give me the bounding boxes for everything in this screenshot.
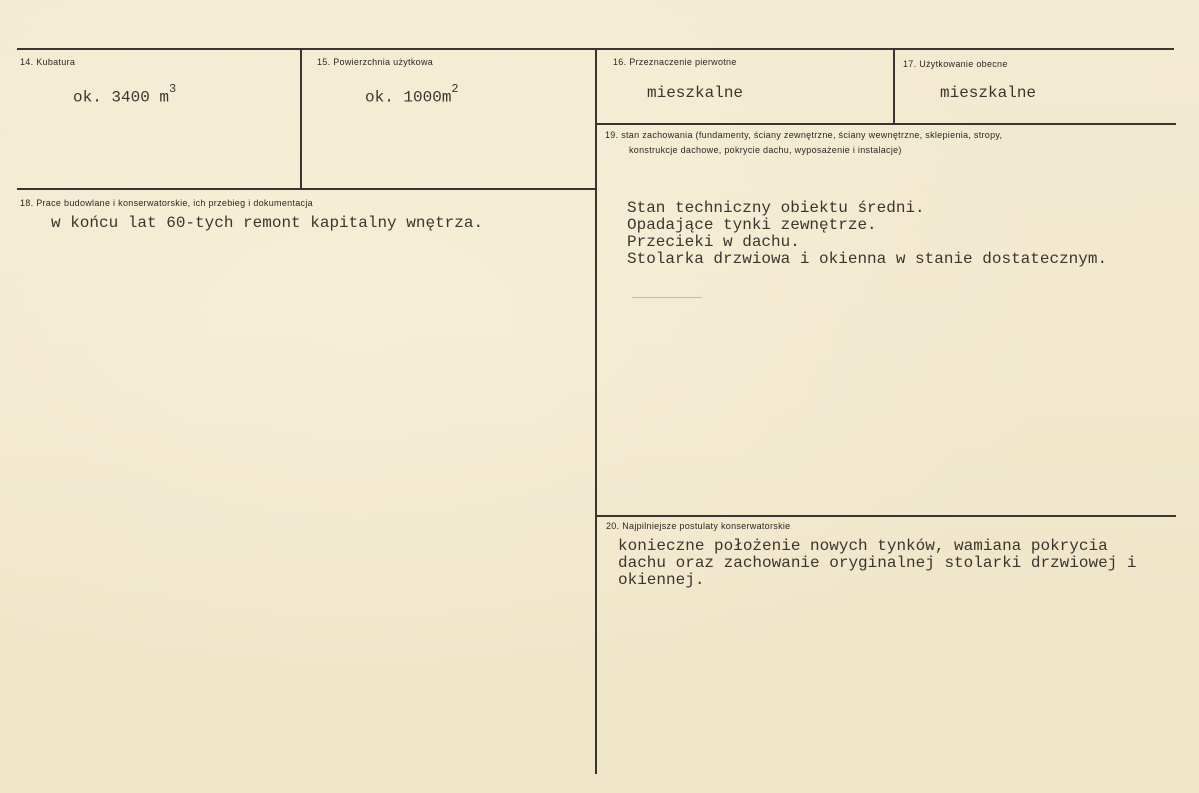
rule-row1-left <box>17 188 597 190</box>
field-19-line: Stan techniczny obiektu średni. <box>627 199 925 217</box>
field-14-value: ok. 3400 $m^3$ <box>73 82 177 107</box>
field-18-value: w końcu lat 60-tych remont kapitalny wnętrza. <box>51 214 484 232</box>
field-19-label-cont: konstrukcje dachowe, pokrycie dachu, wyposażenie i instalacje) <box>629 145 902 155</box>
field-16-value: mieszkalne <box>647 84 744 102</box>
faint-mark <box>632 297 702 298</box>
rule-row1-right <box>597 123 1176 125</box>
field-19-line: Opadające tynki zewnętrze. <box>627 216 877 234</box>
field-15-label: 15. Powierzchnia użytkowa <box>317 57 434 67</box>
field-15-value: ok. $1000m^2$ <box>365 82 459 107</box>
field-20-label: 20. Najpilniejsze postulaty konserwatorskie <box>606 521 791 531</box>
field-14-label: 14. Kubatura <box>20 57 76 67</box>
field-20-line: konieczne położenie nowych tynków, wamiana pokrycia <box>618 537 1108 555</box>
field-20-line: dachu oraz zachowanie oryginalnej stolarki drzwiowej i <box>618 554 1137 572</box>
field-17-value: mieszkalne <box>940 84 1037 102</box>
field-19-label: 19. stan zachowania (fundamenty, ściany zewnętrzne, ściany wewnętrzne, sklepienia, stropy, <box>605 130 1003 140</box>
divider-main <box>595 48 597 774</box>
divider-14-15 <box>300 48 302 189</box>
field-17-label: 17. Użytkowanie obecne <box>903 59 1008 69</box>
field-16-label: 16. Przeznaczenie pierwotne <box>613 57 737 67</box>
rule-f20 <box>597 515 1176 517</box>
field-20-line: okiennej. <box>618 571 705 589</box>
field-18-label: 18. Prace budowlane i konserwatorskie, ich przebieg i dokumentacja <box>20 198 313 208</box>
field-19-line: Przecieki w dachu. <box>627 233 800 251</box>
field-19-line: Stolarka drzwiowa i okienna w stanie dostatecznym. <box>627 250 1108 268</box>
divider-16-17 <box>893 48 895 124</box>
